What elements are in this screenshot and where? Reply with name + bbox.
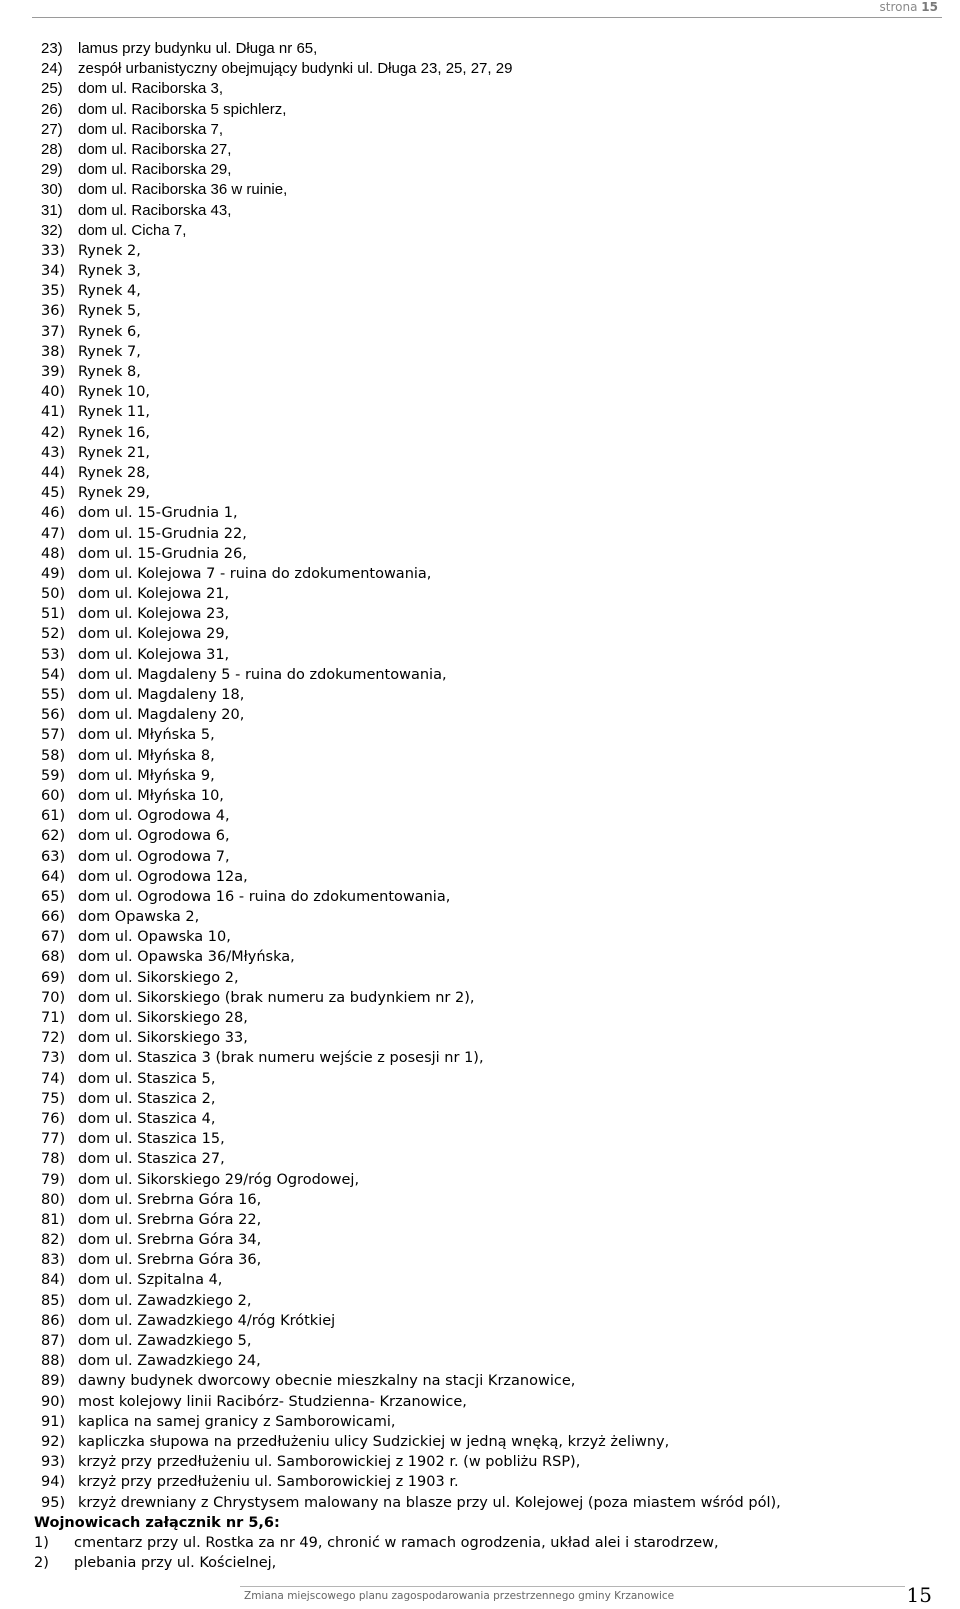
- page-header: [880, 0, 938, 14]
- item-text: dom ul. Raciborska 36 w ruinie,: [78, 181, 288, 199]
- item-text: dom ul. Srebrna Góra 16,: [78, 1191, 262, 1208]
- item-text: zespół urbanistyczny obejmujący budynki ul. Długa 23, 25, 27, 29: [78, 60, 513, 78]
- item-number: 56): [41, 707, 66, 724]
- list-item: [41, 1270, 941, 1290]
- list-item: [41, 1109, 941, 1129]
- item-number: 27): [41, 120, 63, 138]
- item-text: dom ul. Sikorskiego 28,: [78, 1010, 248, 1026]
- item-text: dom ul. Zawadzkiego 4/róg Krótkiej: [78, 1312, 336, 1329]
- item-number: 92): [41, 1433, 66, 1450]
- item-number: 76): [41, 1110, 66, 1127]
- item-text: dom ul. Cicha 7,: [78, 221, 187, 239]
- item-number: 80): [41, 1191, 66, 1208]
- list-item: [41, 443, 941, 463]
- item-number: 47): [41, 525, 66, 542]
- item-text: dom ul. Zawadzkiego 24,: [78, 1353, 261, 1370]
- item-number: 73): [41, 1050, 66, 1067]
- footer-title: Zmiana miejscowego planu zagospodarowania przestrzennego gminy Krzanowice: [244, 1590, 675, 1602]
- item-text: dom ul. Zawadzkiego 2,: [78, 1292, 252, 1309]
- item-number: 81): [41, 1211, 66, 1228]
- item-text: dom ul. Staszica 5,: [78, 1070, 216, 1087]
- item-number: 51): [41, 606, 66, 623]
- item-text: dom ul. Młyńska 9,: [78, 767, 215, 784]
- item-number: 39): [41, 364, 66, 380]
- item-number: 82): [41, 1232, 66, 1249]
- item-text: dom ul. Raciborska 43,: [78, 201, 232, 219]
- item-number: 54): [41, 666, 66, 683]
- list-item: [41, 463, 941, 483]
- list-item: [41, 847, 941, 867]
- item-text: dom ul. Ogrodowa 7,: [78, 848, 230, 865]
- item-text: dom ul. Srebrna Góra 34,: [78, 1232, 262, 1249]
- item-text: dom ul. Ogrodowa 6,: [78, 828, 230, 845]
- list-item: [41, 806, 941, 826]
- list-item: [41, 382, 941, 402]
- item-number: 26): [41, 100, 63, 118]
- item-number: 52): [41, 626, 66, 643]
- item-number: 45): [41, 485, 66, 502]
- item-text: krzyż przy przedłużeniu ul. Samborowickiej z 1903 r.: [78, 1474, 459, 1491]
- item-number: 55): [41, 687, 66, 703]
- list-item: [41, 645, 941, 665]
- item-number: 95): [41, 1494, 66, 1511]
- item-number: 48): [41, 545, 66, 562]
- item-text: Rynek 8,: [78, 364, 141, 380]
- item-text: dom ul. Magdaleny 18,: [78, 687, 245, 703]
- page-label: strona: [879, 0, 918, 14]
- item-number: 83): [41, 1252, 66, 1269]
- item-text: dom ul. Staszica 27,: [78, 1151, 225, 1168]
- item-text: dom ul. Kolejowa 29,: [78, 626, 230, 643]
- footer-divider: [240, 1586, 905, 1587]
- item-text: dom ul. Raciborska 5 spichlerz,: [78, 100, 287, 118]
- list-item: [41, 281, 941, 301]
- item-text: dom ul. Srebrna Góra 22,: [78, 1211, 262, 1228]
- item-text: dom ul. Raciborska 3,: [78, 80, 224, 98]
- item-number: 91): [41, 1413, 66, 1430]
- list-item: [41, 1371, 941, 1391]
- item-text: dom ul. Młyńska 10,: [78, 787, 224, 804]
- item-text: Rynek 21,: [78, 444, 151, 461]
- list-item: [41, 1230, 941, 1250]
- item-text: Rynek 10,: [78, 384, 151, 401]
- item-text: dom ul. Staszica 2,: [78, 1090, 216, 1107]
- item-number: 23): [41, 40, 63, 57]
- item-number: 25): [41, 80, 63, 98]
- list-item: [41, 624, 941, 644]
- list-item: [41, 786, 941, 806]
- item-text: dom ul. 15-Grudnia 22,: [78, 525, 247, 542]
- list-item: [41, 221, 941, 241]
- item-text: most kolejowy linii Racibórz- Studzienna- Krzanowice,: [78, 1393, 467, 1410]
- item-text: dawny budynek dworcowy obecnie mieszkalny na stacji Krzanowice,: [78, 1373, 576, 1390]
- item-text: Rynek 2,: [78, 242, 141, 259]
- list-item: [41, 1392, 941, 1412]
- item-number: 1): [34, 1535, 49, 1551]
- item-number: 30): [41, 181, 63, 199]
- item-text: dom ul. Magdaleny 20,: [78, 707, 245, 724]
- list-item: [41, 826, 941, 846]
- item-text: krzyż przy przedłużeniu ul. Samborowickiej z 1902 r. (w pobliżu RSP),: [78, 1454, 581, 1471]
- list-item: [41, 1149, 941, 1169]
- item-number: 94): [41, 1474, 66, 1491]
- item-number: 93): [41, 1454, 66, 1471]
- list-item: [41, 564, 941, 584]
- item-text: dom ul. Ogrodowa 4,: [78, 808, 230, 825]
- list-item: [41, 867, 941, 887]
- list-item: [41, 1432, 941, 1452]
- list-item: [41, 1028, 941, 1048]
- list-item: [41, 1089, 941, 1109]
- item-text: dom ul. Ogrodowa 16 - ruina do zdokumentowania,: [78, 888, 451, 905]
- item-text: krzyż drewniany z Chrystysem malowany na blasze przy ul. Kolejowej (poza miastem wśród pól),: [78, 1494, 781, 1511]
- item-text: dom ul. Kolejowa 7 - ruina do zdokumentowania,: [78, 565, 432, 582]
- item-number: 87): [41, 1333, 66, 1349]
- item-number: 88): [41, 1353, 66, 1370]
- item-text: dom ul. Raciborska 7,: [78, 120, 224, 138]
- item-number: 77): [41, 1131, 66, 1148]
- item-number: 60): [41, 787, 66, 804]
- list-item: [41, 746, 941, 766]
- item-number: 33): [41, 242, 66, 259]
- list-item: [41, 544, 941, 564]
- list-item: [41, 1311, 941, 1331]
- list-item: [41, 1291, 941, 1311]
- list-item: [41, 261, 941, 281]
- item-number: 35): [41, 283, 66, 300]
- list-item: [41, 927, 941, 947]
- item-number: 61): [41, 808, 66, 825]
- item-number: 40): [41, 384, 66, 401]
- item-number: 28): [41, 140, 63, 158]
- list-item: [41, 1008, 941, 1028]
- item-number: 86): [41, 1312, 66, 1329]
- item-number: 29): [41, 161, 63, 179]
- item-text: Rynek 6,: [78, 323, 141, 340]
- item-number: 70): [41, 989, 66, 1006]
- item-text: dom ul. Młyńska 5,: [78, 727, 215, 744]
- footer-page-number: 15: [906, 1583, 932, 1607]
- list-item: [41, 362, 941, 382]
- list-item: [41, 1129, 941, 1149]
- item-number: 31): [41, 201, 63, 219]
- list-item: [41, 322, 941, 342]
- list-item: [41, 1250, 941, 1270]
- item-text: dom ul. 15-Grudnia 1,: [78, 505, 238, 522]
- item-text: dom ul. Kolejowa 31,: [78, 646, 230, 663]
- list-item: [41, 1190, 941, 1210]
- item-number: 34): [41, 263, 66, 280]
- monument-list: [41, 39, 941, 1513]
- item-number: 66): [41, 909, 66, 926]
- page-number: 15: [921, 0, 938, 14]
- list-item: [41, 665, 941, 685]
- list-item: [41, 968, 941, 988]
- item-text: lamus przy budynku ul. Długa nr 65,: [78, 40, 318, 57]
- item-number: 59): [41, 767, 66, 784]
- list-item: [41, 241, 941, 261]
- item-text: dom ul. Sikorskiego 2,: [78, 969, 239, 986]
- list-item: [41, 100, 941, 120]
- item-text: dom ul. Sikorskiego 33,: [78, 1030, 248, 1047]
- list-item: [41, 1069, 941, 1089]
- list-item: [41, 1170, 941, 1190]
- item-number: 64): [41, 868, 66, 885]
- list-item: [41, 140, 941, 160]
- list-item: [41, 483, 941, 503]
- list-item: [41, 301, 941, 321]
- item-number: 84): [41, 1272, 66, 1289]
- list-item: [41, 201, 941, 221]
- list-item: [41, 604, 941, 624]
- item-text: Rynek 16,: [78, 424, 151, 441]
- item-text: dom ul. Opawska 10,: [78, 929, 231, 946]
- list-item: [41, 402, 941, 422]
- item-number: 32): [41, 221, 63, 239]
- item-number: 58): [41, 747, 66, 764]
- item-text: dom ul. Kolejowa 23,: [78, 606, 230, 623]
- list-item: [41, 1048, 941, 1068]
- item-number: 90): [41, 1393, 66, 1410]
- list-item: [41, 1472, 941, 1492]
- list-item: [41, 584, 941, 604]
- item-number: 46): [41, 505, 66, 522]
- list-item: [41, 59, 941, 79]
- item-number: 85): [41, 1292, 66, 1309]
- item-number: 42): [41, 424, 66, 441]
- header-divider: [32, 17, 942, 18]
- item-text: Rynek 4,: [78, 283, 141, 300]
- item-number: 38): [41, 343, 66, 360]
- item-text: dom ul. Srebrna Góra 36,: [78, 1252, 262, 1269]
- item-number: 65): [41, 888, 66, 905]
- item-number: 78): [41, 1151, 66, 1168]
- item-number: 72): [41, 1030, 66, 1047]
- item-number: 62): [41, 828, 66, 845]
- item-text: dom ul. Ogrodowa 12a,: [78, 868, 248, 885]
- list-item: [41, 1493, 941, 1513]
- list-item: [41, 1452, 941, 1472]
- item-text: dom ul. Raciborska 27,: [78, 140, 232, 158]
- item-number: 49): [41, 565, 66, 582]
- list-item: [41, 180, 941, 200]
- list-item: [41, 947, 941, 967]
- list-item: [41, 1210, 941, 1230]
- list-item: [41, 705, 941, 725]
- list-item: [41, 1331, 941, 1351]
- item-text: Rynek 7,: [78, 343, 141, 360]
- list-item: [34, 1553, 934, 1573]
- item-number: 43): [41, 444, 66, 461]
- item-number: 41): [41, 404, 66, 421]
- item-number: 57): [41, 727, 66, 744]
- item-number: 89): [41, 1373, 66, 1390]
- item-text: Rynek 3,: [78, 263, 141, 280]
- item-text: dom ul. 15-Grudnia 26,: [78, 545, 247, 562]
- list-item: [41, 907, 941, 927]
- list-item: [41, 342, 941, 362]
- list-item: [41, 887, 941, 907]
- item-number: 79): [41, 1171, 66, 1188]
- item-text: Rynek 11,: [78, 404, 151, 421]
- item-number: 68): [41, 949, 66, 966]
- item-text: cmentarz przy ul. Rostka za nr 49, chronić w ramach ogrodzenia, układ alei i starodrzew,: [74, 1535, 719, 1551]
- list-item: [41, 988, 941, 1008]
- item-text: dom ul. Staszica 4,: [78, 1110, 216, 1127]
- item-text: dom ul. Opawska 36/Młyńska,: [78, 949, 295, 966]
- list-item: [41, 685, 941, 705]
- item-text: dom ul. Kolejowa 21,: [78, 586, 230, 603]
- item-number: 44): [41, 464, 66, 481]
- item-text: dom ul. Sikorskiego 29/róg Ogrodowej,: [78, 1171, 360, 1188]
- list-item: [41, 423, 941, 443]
- item-number: 69): [41, 969, 66, 986]
- item-number: 36): [41, 303, 66, 320]
- list-item: [41, 79, 941, 99]
- list-item: [41, 766, 941, 786]
- item-number: 50): [41, 586, 66, 603]
- item-text: Rynek 5,: [78, 303, 141, 320]
- list-item: [41, 725, 941, 745]
- item-text: dom ul. Staszica 15,: [78, 1131, 225, 1148]
- list-item: [41, 503, 941, 523]
- list-item: [41, 120, 941, 140]
- item-text: Rynek 29,: [78, 485, 151, 502]
- item-text: dom ul. Szpitalna 4,: [78, 1272, 223, 1289]
- list-item: [41, 160, 941, 180]
- item-text: dom ul. Młyńska 8,: [78, 747, 215, 764]
- list-item: [41, 1351, 941, 1371]
- section-heading: Wojnowicach załącznik nr 5,6:: [34, 1515, 280, 1531]
- item-text: Rynek 28,: [78, 464, 151, 481]
- item-text: dom ul. Raciborska 29,: [78, 161, 232, 179]
- item-number: 67): [41, 929, 66, 946]
- item-text: dom ul. Zawadzkiego 5,: [78, 1333, 252, 1349]
- list-item: [34, 1533, 934, 1553]
- list-item: [41, 524, 941, 544]
- wojnowice-list: [34, 1533, 934, 1573]
- item-text: dom ul. Magdaleny 5 - ruina do zdokumentowania,: [78, 666, 447, 683]
- item-number: 53): [41, 646, 66, 663]
- item-number: 71): [41, 1010, 66, 1026]
- list-item: [41, 39, 941, 59]
- item-number: 37): [41, 323, 66, 340]
- item-number: 63): [41, 848, 66, 865]
- item-number: 2): [34, 1555, 49, 1572]
- item-number: 24): [41, 60, 63, 78]
- item-number: 75): [41, 1090, 66, 1107]
- item-text: dom ul. Staszica 3 (brak numeru wejście z posesji nr 1),: [78, 1050, 484, 1067]
- list-item: [41, 1412, 941, 1432]
- item-text: dom ul. Sikorskiego (brak numeru za budynkiem nr 2),: [78, 989, 475, 1006]
- item-text: kaplica na samej granicy z Samborowicami,: [78, 1413, 396, 1430]
- item-text: plebania przy ul. Kościelnej,: [74, 1555, 277, 1572]
- item-text: dom Opawska 2,: [78, 909, 200, 926]
- item-text: kapliczka słupowa na przedłużeniu ulicy Sudzickiej w jedną wnęką, krzyż żeliwny,: [78, 1433, 670, 1450]
- item-number: 74): [41, 1070, 66, 1087]
